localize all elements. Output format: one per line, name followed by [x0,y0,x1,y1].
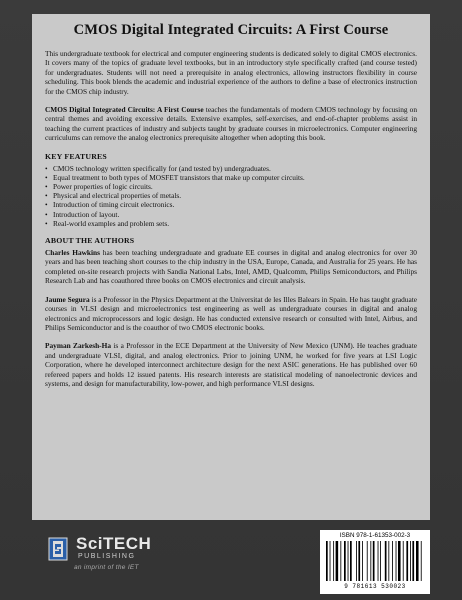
author-bio-text: has been teaching undergraduate and graduate EE courses in digital and analog electronics for over 30 years and has been teaching short courses to the chip industry in the USA, Europe, Canada, and Australia for 25 years. He has completed on-site research projects with Sandia National Labs, Intel, AMD, Qualcomm, Philips Semiconductors, and Philips Research Lab and has coauthored three books on CMOS electronics and circuit analysis. [45,248,417,286]
summary-text: teaches the fundamentals of modern CMOS technology by focusing on central themes and avoiding excessive details. Extensive examples, self-exercises, and end-of-chapter problems assist in teaching the current practices of industry and subjects taught by graduate courses in microelectronics. Computer engineering curriculums can remove the analog electronics prerequisite altogether when adopting this book. [45,105,418,143]
features-list [45,164,417,228]
book-title: CMOS Digital Integrated Circuits: A First Course [73,22,389,38]
description-panel [32,14,430,520]
publisher-tagline: an imprint of the IET [74,564,139,571]
feature-item: • CMOS technology written specifically for (and tested by) undergraduates. [45,164,417,173]
publisher-name: SciTECH [76,534,152,553]
summary-paragraph [45,105,417,143]
feature-item: • Equal treatment to both types of MOSFET transistors that make up computer circuits. [45,173,417,182]
publisher-sub: PUBLISHING [78,553,136,560]
summary-lead: CMOS Digital Integrated Circuits: A First Course [45,105,204,115]
feature-item: • Introduction of layout. [45,210,417,219]
author-name: Payman Zarkesh-Ha [45,341,111,351]
authors-section [45,248,417,388]
about-authors-heading: ABOUT THE AUTHORS [45,236,135,246]
feature-item: • Real-world examples and problem sets. [45,219,417,228]
author-bio [45,295,417,333]
publisher-logo [48,532,188,578]
feature-item: • Introduction of timing circuit electronics. [45,200,417,209]
author-bio-text: is a Professor in the Physics Department at the Universitat de les Illes Balears in Spain. He has taught graduate courses in VLSI design and microelectronics test engineering as well as undergraduate courses in digital and analog electronics and microprocessors and logic design. He has conducted extensive research or consulted with Intel, Airbus, and Philips Semiconductor and is the coauthor of two CMOS electronic books. [45,294,418,332]
key-features-heading: KEY FEATURES [45,151,107,161]
author-bio [45,341,417,388]
author-bio [45,248,417,286]
isbn-text: ISBN 978-1-61353-002-3 [339,532,411,539]
feature-item: • Power properties of logic circuits. [45,182,417,191]
barcode [320,530,430,594]
barcode-digits: 9 781613 530023 [344,583,406,590]
feature-item: • Physical and electrical properties of metals. [45,191,417,200]
author-name: Charles Hawkins [45,248,100,258]
author-name: Jaume Segura [45,294,90,304]
author-bio-text: is a Professor in the ECE Department at the University of New Mexico (UNM). He teaches graduate and undergraduate VLSI, digital, and analog electronics. Prior to joining UNM, he worked for five years at LSI Logic Corporation, where he developed interconnect architecture design for the next ASIC generations. He has published over 60 refereed papers and holds 12 issued patents. His research interests are statistical modeling of nanoelectronic devices and systems, and design for manufacturability, low-power, and high performance VLSI designs. [45,341,417,388]
barcode-bars [324,541,426,583]
scitech-logo-icon [48,536,70,562]
intro-paragraph: This undergraduate textbook for electrical and computer engineering students is dedicated solely to digital CMOS electronics. It covers many of the topics of graduate level textbooks, but in an introductory style specifically crafted (and course tested) for undergraduates. Students will not need a prerequisite in analog electronics, allowing instructors flexibility in course scheduling. This book blends the academic and industrial experience of the authors to define a base of electronics instruction for the CMOS chip industry. [45,49,417,96]
